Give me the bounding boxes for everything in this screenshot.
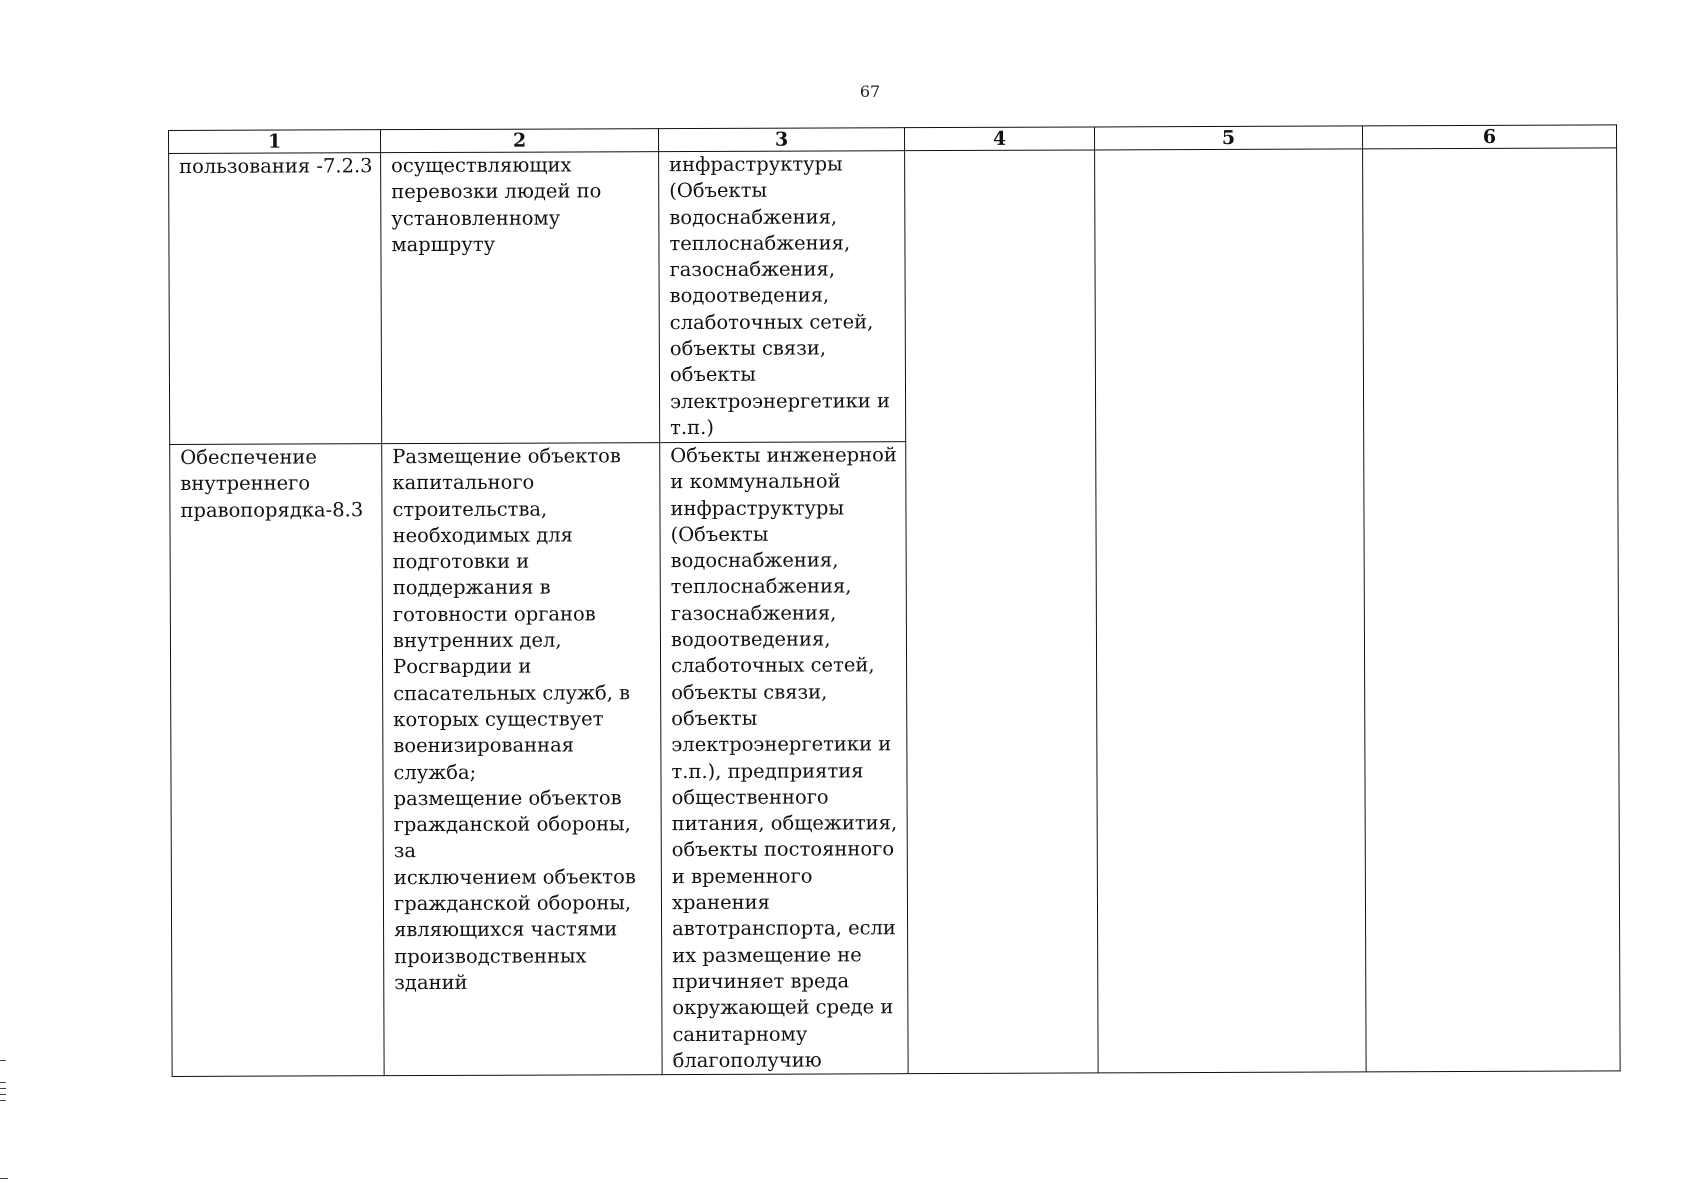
row-2-description-cell	[382, 443, 662, 1076]
column-header-2: 2	[381, 129, 659, 153]
scan-edge-mark	[0, 1088, 6, 1089]
column-header-4: 4	[904, 127, 1094, 151]
row-1-column-6-text	[1373, 148, 1612, 149]
row-1-use-type-cell	[169, 153, 382, 445]
row-1-column-5-cell	[1095, 149, 1367, 1073]
row-1-column-4-cell	[905, 150, 1099, 1074]
row-1-use-type-text: пользования -7.2.3	[179, 154, 373, 178]
scan-edge-mark	[0, 1178, 8, 1179]
scan-edge-mark	[0, 1082, 6, 1083]
column-header-6: 6	[1362, 125, 1616, 149]
row-2-description-text: Размещение объектов капитального строительства, необходимых для подготовки и поддержания в готовности органов внутренних дел, Росгвардии и спасательных служб, в которых существует военизированная служба; размещение объектов гражданской обороны, за исключением объектов гражданской обороны, являющихся частями производственных зданий	[392, 444, 636, 995]
row-2-auxiliary-use-cell	[660, 442, 908, 1075]
row-2-use-type-text: Обеспечение внутреннего правопорядка-8.3	[180, 445, 364, 522]
page-number: 67	[859, 82, 881, 101]
row-2-auxiliary-use-text: Объекты инженерной и коммунальной инфраструктуры (Объекты водоснабжения, теплоснабжения, газоснабжения, водоотведения, слаботочных сетей, объекты связи, объекты электроэнергетики и т.п.), предприятия общественного питания, общежития, объекты постоянного и временного хранения автотранспорта, если их размещение не причиняет вреда окружающей среде и санитарному благополучию	[670, 443, 898, 1072]
row-1-description-text: осуществляющих перевозки людей по установленному маршруту	[391, 153, 602, 257]
column-header-5: 5	[1094, 126, 1362, 150]
row-1-column-4-text	[915, 150, 1090, 151]
row-1-auxiliary-use-cell	[659, 151, 906, 443]
row-2-use-type-cell	[170, 444, 384, 1077]
scan-edge-mark	[0, 1094, 6, 1095]
row-1-description-cell	[381, 152, 660, 444]
regulation-table	[168, 124, 1621, 1077]
column-header-3: 3	[658, 128, 904, 152]
row-1-auxiliary-use-text: инфраструктуры (Объекты водоснабжения, теплоснабжения, газоснабжения, водоотведения, слаботочных сетей, объекты связи, объекты электроэнергетики и т.п.)	[669, 152, 891, 440]
row-1-column-5-text	[1105, 149, 1358, 150]
scan-edge-mark	[0, 1100, 6, 1101]
column-header-1: 1	[169, 130, 381, 154]
row-1-column-6-cell	[1363, 148, 1621, 1072]
scan-edge-mark	[0, 1060, 6, 1061]
table-row	[169, 148, 1618, 445]
